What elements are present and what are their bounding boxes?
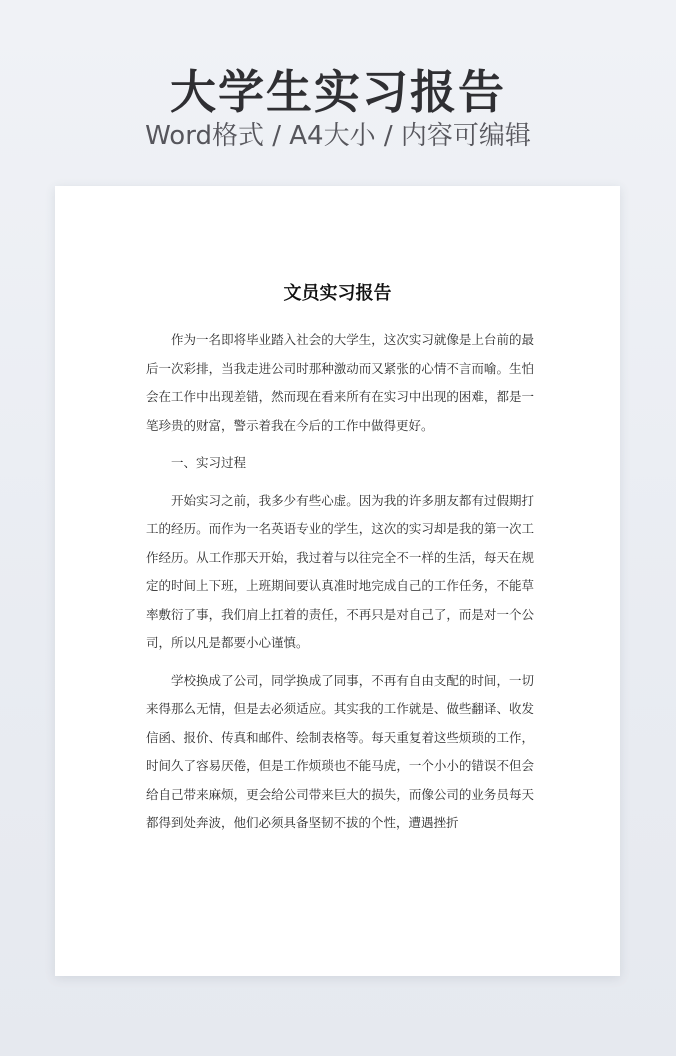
banner-title: 大学生实习报告 [170,65,506,119]
paragraph-process: 开始实习之前，我多少有些心虚。因为我的许多朋友都有过假期打工的经历。而作为一名英语专业的学生，这次的实习却是我的第一次工作经历。从工作那天开始，我过着与以往完全不一样的生活，每天在规定的时间上下班，上班期间要认真准时地完成自己的工作任务，不能草率敷衍了事，我们肩上扛着的责任，不再只是对自己了，而是对一个公司，所以凡是都要小心谨慎。 [146,492,534,650]
paragraph-intro: 作为一名即将毕业踏入社会的大学生，这次实习就像是上台前的最后一次彩排，当我走进公司时那种激动而又紧张的心情不言而喻。生怕会在工作中出现差错，然而现在看来所有在实习中出现的困难，都是一笔珍贵的财富，警示着我在今后的工作中做得更好。 [146,332,534,433]
banner-subtitle: Word格式 / A4大小 / 内容可编辑 [145,121,531,151]
paragraph-work: 学校换成了公司，同学换成了同事，不再有自由支配的时间，一切来得那么无情，但是去必须适应。其实我的工作就是、做些翻译、收发信函、报价、传真和邮件、绘制表格等。每天重复着这些烦琐的工作，时间久了容易厌倦，但是工作烦琐也不能马虎，一个小小的错误不但会给自己带来麻烦，更会给公司带来巨大的损失，而像公司的业务员每天都得到处奔波，他们必须具备坚韧不拔的个性，遭遇挫折 [146,672,534,830]
document-page [55,186,620,976]
document-body [146,326,534,838]
section-heading: 一、实习过程 [171,455,247,470]
document-title: 文员实习报告 [283,283,392,304]
